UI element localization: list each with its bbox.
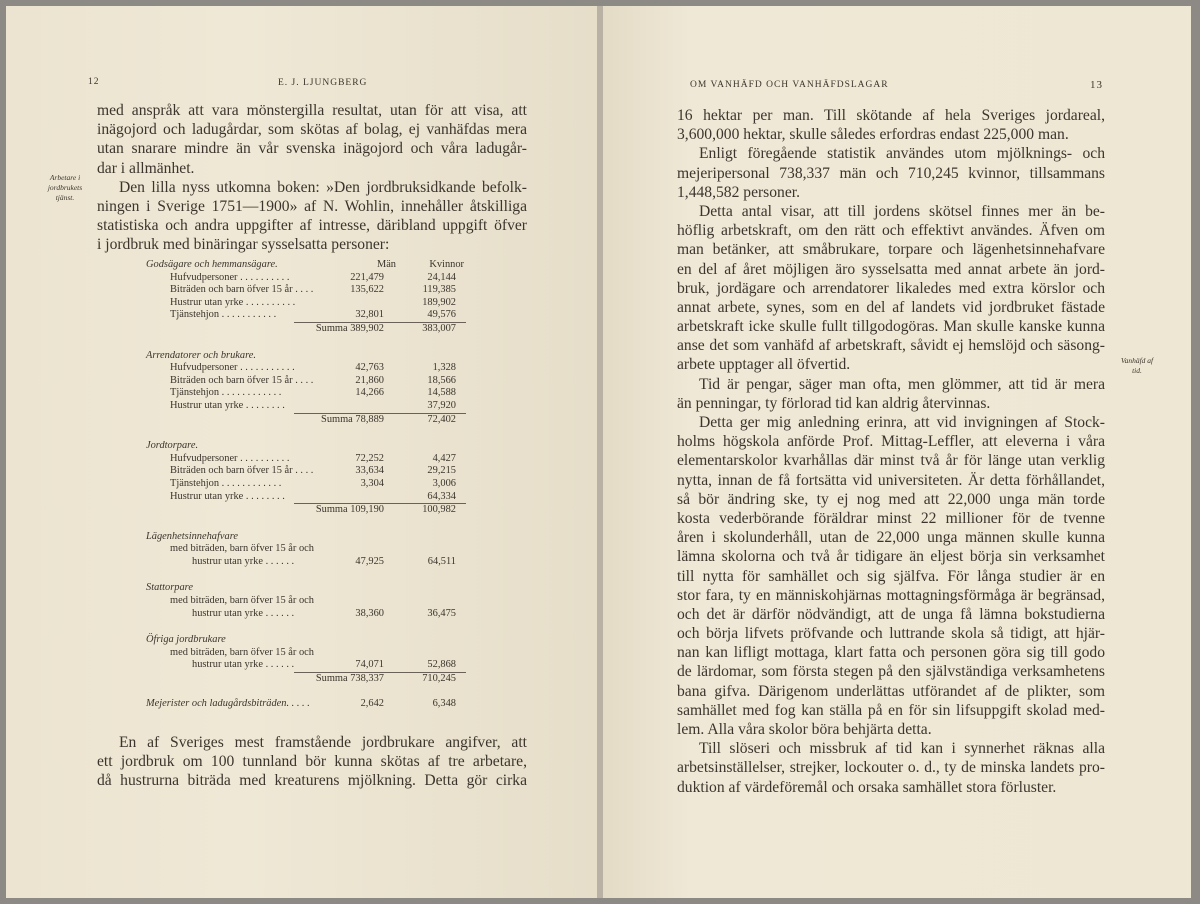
sum-value-women: 72,402: [427, 413, 456, 425]
table-row: [146, 491, 466, 504]
table-row: [146, 400, 466, 413]
text-line: utan snarare mindre än vår svenska inägojord och våra ladugår-: [97, 140, 527, 158]
value-men: 32,801: [355, 309, 384, 321]
text-line: lämna skolorna och två år tidigare än eljest börja sin verksamhet: [677, 548, 1105, 566]
text-line: samhället med fog kan ställa på en för sin lifsuppgift skolad med-: [677, 701, 1105, 719]
row-label: hustrur utan yrke . . . . . .: [192, 659, 295, 671]
table-row: [146, 543, 466, 556]
text-line: nytta, innan de få fortsätta vid universiteten. Är detta förhållandet,: [677, 471, 1105, 489]
value-women: 64,511: [427, 555, 456, 567]
table-row: [146, 297, 466, 310]
value-men: 135,622: [350, 284, 384, 296]
table-row: [146, 309, 466, 322]
sum-value-women: 710,245: [422, 673, 456, 685]
right-page-text: [677, 106, 1105, 797]
row-label: Biträden och barn öfver 15 år . . . .: [170, 284, 314, 296]
value-women: 189,902: [422, 296, 456, 308]
row-label: Stattorpare: [146, 582, 193, 594]
value-men: 38,360: [355, 607, 384, 619]
sum-value-women: 100,982: [422, 504, 456, 516]
value-men: 33,634: [355, 465, 384, 477]
spacer: [146, 517, 466, 531]
table-row: [146, 272, 466, 285]
page-number-left: 12: [88, 77, 100, 87]
sum-label: Summa: [315, 322, 348, 334]
text-line: stor fara, ty en människohjärnas mottagningsförmåga är begränsad,: [677, 586, 1105, 604]
sum-label: Summa: [315, 673, 348, 685]
row-label: hustrur utan yrke . . . . . .: [192, 555, 295, 567]
sum-men: [321, 414, 384, 427]
value-women: 64,334: [427, 490, 456, 502]
text-line: ett jordbruk om 100 tunnland bör kunna skötas af tre arbetare,: [97, 753, 527, 771]
table-row: [146, 595, 466, 608]
value-women: 29,215: [427, 465, 456, 477]
sum-men: [316, 323, 384, 336]
column-header-women: Kvinnor: [429, 259, 464, 270]
row-label: Biträden och barn öfver 15 år . . . .: [170, 465, 314, 477]
row-label: Öfriga jordbrukare: [146, 634, 226, 646]
text-line: dar i allmänhet.: [97, 159, 195, 177]
spacer: [146, 568, 466, 582]
value-men: 21,860: [355, 374, 384, 386]
value-men: 74,071: [355, 659, 384, 671]
table-row: [146, 465, 466, 478]
text-line: 3,600,000 hektar, skulle således erfordras endast 225,000 man.: [677, 126, 1069, 144]
table-row: [146, 582, 466, 595]
row-label: Arrendatorer och brukare.: [146, 349, 256, 361]
sum-value-men: 109,190: [350, 504, 384, 516]
text-line: bana gifva. Därigenom underlättas utförandet af de plikter, som: [677, 682, 1105, 700]
text-line: kosta vederbörande föräldrar minst 22 millioner för de tvenne: [677, 509, 1105, 527]
table-row: [146, 478, 466, 491]
value-women: 4,427: [432, 452, 456, 464]
value-women: 3,006: [432, 477, 456, 489]
row-label: Hufvudpersoner . . . . . . . . . .: [170, 271, 290, 283]
table-row: [146, 362, 466, 375]
margin-note-line: Vanhäfd af: [1120, 356, 1154, 365]
text-line: Tid är pengar, säger man ofta, men glömmer, att tid är mera: [699, 375, 1105, 393]
text-line: 16 hektar per man. Till skötande af hela Sveriges jordareal,: [677, 107, 1105, 124]
table-row: [146, 284, 466, 297]
text-line: en del af året möjligen äro sysselsatta med annat arbete än jord-: [677, 260, 1105, 278]
margin-note-line: tid.: [1132, 366, 1142, 375]
sum-row: [294, 672, 466, 686]
text-line: duktion af värdeföremål och orsaka samhället stora förluster.: [677, 778, 1057, 796]
table-row: [146, 375, 466, 388]
value-women: 6,348: [432, 697, 456, 709]
spacer: [146, 336, 466, 350]
value-women: 14,588: [427, 387, 456, 399]
running-head-right: OM VANHÄFD OCH VANHÄFDSLAGAR: [690, 80, 889, 90]
text-line: holms högskola anförde Prof. Mittag-Leffler, att eleverna i våra: [677, 433, 1105, 451]
text-line: man betänker, att småbrukare, torpare och lägenhetsinnehafvare: [677, 241, 1105, 259]
row-label: Tjänstehjon . . . . . . . . . . .: [170, 309, 277, 321]
value-women: 24,144: [427, 271, 456, 283]
row-label: med biträden, barn öfver 15 år och: [170, 646, 314, 658]
text-line: och börja lifvets pröfvande och luttrande skola så tidigt, att hjär-: [677, 625, 1105, 643]
spacer: [146, 426, 466, 440]
sum-value-men: 78,889: [355, 413, 384, 425]
row-label: Mejerister och ladugårdsbiträden. . . . .: [146, 697, 310, 709]
sum-value-men: 389,902: [350, 322, 384, 334]
spacer: [146, 686, 466, 698]
column-header-men: Män: [376, 259, 396, 270]
table-row: [146, 440, 466, 453]
group-title: Godsägare och hemmansägare.: [146, 259, 278, 270]
value-women: 119,385: [422, 284, 456, 296]
text-line: 1,448,582 personer.: [677, 183, 800, 201]
row-label: Hufvudpersoner . . . . . . . . . .: [170, 452, 290, 464]
sum-row: [294, 503, 466, 517]
sum-value-women: 383,007: [422, 322, 456, 334]
table-row: [146, 634, 466, 647]
text-line: och det är därför nödvändigt, att de unga få lämna bokstudierna: [677, 605, 1105, 623]
value-women: 36,475: [427, 607, 456, 619]
text-line: arbete upptager all öfvertid.: [677, 356, 851, 374]
left-paragraphs: [97, 101, 527, 255]
value-men: 42,763: [355, 362, 384, 374]
statistics-table: [146, 259, 466, 710]
text-line: ningen i Sverige 1751—1900» af N. Wohlin, innehåller åtskilliga: [97, 197, 527, 215]
table-row: [146, 659, 466, 672]
row-label: Hustrur utan yrke . . . . . . . .: [170, 490, 285, 502]
table-row: [146, 608, 466, 621]
text-line: Detta ger mig anledning erinra, att vid invigningen af Stock-: [699, 414, 1105, 431]
margin-note-line: tjänst.: [55, 193, 75, 202]
value-men: 47,925: [355, 555, 384, 567]
left-closing-paragraph: [97, 733, 527, 791]
table-row: [146, 387, 466, 400]
value-women: 49,576: [427, 309, 456, 321]
text-line: nan kan lifligt mottaga, klart fatta och personen göra sig till godo: [677, 644, 1105, 662]
text-line: de lärdomar, som första stegen på den självständiga verksamhetens: [677, 663, 1105, 681]
text-line: Enligt föregående statistik användes utom mjölknings- och: [699, 145, 1105, 163]
text-line: höflig arbetskraft, om den rätt och effektivt användes. Äfven om: [677, 222, 1105, 240]
row-label: Tjänstehjon . . . . . . . . . . . .: [170, 477, 282, 489]
value-women: 37,920: [427, 399, 456, 411]
text-line: så bör ändring ske, ty ej nog med att 22,000 unga män torde: [677, 490, 1105, 508]
text-line: mejeripersonal 738,337 män och 710,245 kvinnor, tillsammans: [677, 164, 1105, 182]
page-number-right: 13: [1090, 79, 1103, 91]
sum-label: Summa: [321, 413, 353, 425]
margin-note-line: Arbetare i: [49, 173, 81, 182]
table-row: [146, 698, 466, 711]
sum-row: [294, 413, 466, 427]
row-label: Hustrur utan yrke . . . . . . . .: [170, 399, 285, 411]
row-label: Jordtorpare.: [146, 440, 199, 452]
sum-label: Summa: [315, 504, 348, 516]
value-men: 14,266: [355, 387, 384, 399]
margin-note-right: [1112, 356, 1162, 376]
row-label: Lägenhetsinnehafvare: [146, 530, 238, 542]
table-row: [146, 531, 466, 544]
row-label: Biträden och barn öfver 15 år . . . .: [170, 374, 314, 386]
sum-men: [316, 504, 384, 517]
text-line: annat arbete, synes, som en del af landets vid jordbruket fästade: [677, 298, 1105, 316]
table-row: [146, 556, 466, 569]
row-label: med biträden, barn öfver 15 år och: [170, 595, 314, 607]
value-men: 3,304: [360, 477, 384, 489]
text-line: arbetskraft icke skulle fullt tillgodogöras. Man skulle kanske kunna: [677, 318, 1105, 336]
text-line: i jordbruk med binäringar sysselsatta personer:: [97, 236, 390, 254]
value-women: 18,566: [427, 374, 456, 386]
row-label: med biträden, barn öfver 15 år och: [170, 543, 314, 555]
sum-value-men: 738,337: [350, 673, 384, 685]
spacer: [146, 620, 466, 634]
row-label: Hustrur utan yrke . . . . . . . . . .: [170, 296, 296, 308]
text-line: lem. Alla våra skolor böra behjärta detta.: [677, 721, 932, 738]
sum-row: [294, 322, 466, 336]
text-line: statistiska och andra uppgifter af intresse, däribland uppgift öfver: [97, 217, 527, 235]
text-line: Till slöseri och missbruk af tid kan i synnerhet räknas alla: [699, 740, 1105, 758]
text-line: arbetsinställelser, strejker, lockouter o. d., ty de minska landets pro-: [677, 759, 1105, 777]
text-line: då hustrurna biträda med kreaturens mjölkning. Detta gör cirka: [97, 772, 527, 790]
text-line: än penningar, ty förlorad tid kan aldrig återvinnas.: [677, 394, 991, 412]
margin-note-left: [42, 173, 88, 203]
text-line: med anspråk att vara mönstergilla resultat, utan för att visa, att: [97, 102, 527, 119]
margin-note-line: jordbrukets: [47, 183, 83, 192]
text-line: Den lilla nyss utkomna boken: »Den jordbruksidkande befolk-: [119, 178, 527, 196]
table-row: [146, 350, 466, 363]
row-label: Hufvudpersoner . . . . . . . . . . .: [170, 362, 295, 374]
value-women: 52,868: [427, 659, 456, 671]
table-row: [146, 647, 466, 660]
text-line: elementarskolor kvarhållas där minst två år för länge utan verklig: [677, 452, 1105, 470]
sum-men: [316, 673, 384, 686]
table-row: [146, 453, 466, 466]
text-line: till nytta för samhället och sig själfva. För långa studier är en: [677, 567, 1105, 585]
text-line: åren i skolunderhåll, utan de 22,000 unga männen skulle kunna: [677, 529, 1105, 547]
text-line: anse det som vanhäfd af arbetskraft, såvidt ej hemslöjd och säsong-: [677, 337, 1105, 355]
row-label: hustrur utan yrke . . . . . .: [192, 607, 295, 619]
text-line: Detta antal visar, att till jordens skötsel finnes mer än be-: [699, 202, 1105, 220]
value-men: 2,642: [360, 697, 384, 709]
value-men: 72,252: [355, 452, 384, 464]
table-header: [146, 259, 466, 272]
row-label: Tjänstehjon . . . . . . . . . . . .: [170, 387, 282, 399]
running-head-left: E. J. LJUNGBERG: [278, 78, 368, 88]
text-line: inägojord och ladugårdar, som skötas af bolag, ej vanhäfdas mera: [97, 121, 527, 139]
value-men: 221,479: [350, 271, 384, 283]
text-line: En af Sveriges mest framstående jordbrukare angifver, att: [119, 734, 527, 751]
value-women: 1,328: [432, 362, 456, 374]
text-line: bruk, jordägare och arrendatorer likaledes med extra körslor och: [677, 279, 1105, 297]
